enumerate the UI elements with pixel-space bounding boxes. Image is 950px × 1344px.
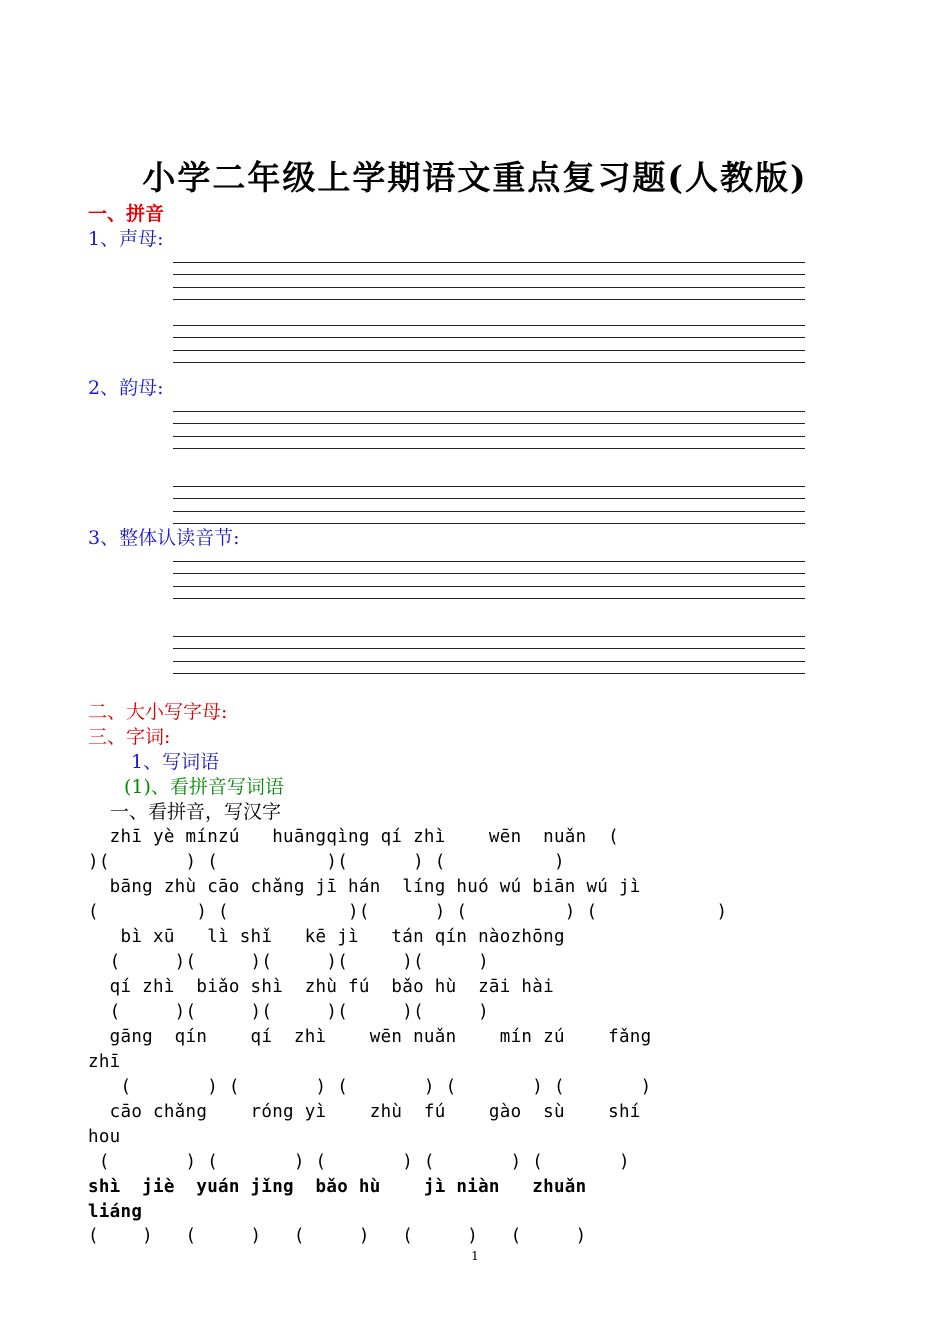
subsection-pinyin-to-words: (1)、看拼音写词语 (124, 776, 284, 798)
answer-blanks-line: ( ) ( ) ( ) ( ) ( ) (88, 1152, 630, 1172)
pinyin-line: zhī yè mínzú huāngqìng qí zhì wēn nuǎn ( (88, 827, 619, 847)
section-pinyin-heading: 一、拼音 (88, 203, 165, 225)
pinyin-line: bì xū lì shǐ kē jì tán qín nàozhōng (88, 927, 565, 947)
subsection-syllables-label: 3、整体认读音节: (88, 527, 240, 549)
bold-pinyin-line-wrap: liáng (88, 1202, 143, 1222)
answer-blanks-line: )( ) ( )( ) ( ) (88, 852, 565, 872)
answer-blanks-line: ( ) ( )( ) ( ) ( ) (88, 902, 728, 922)
pinyin-line: bāng zhù cāo chǎng jī hán líng huó wú biān wú jì (88, 877, 641, 897)
pinyin-line: cāo chǎng róng yì zhù fú gào sù shí (88, 1102, 641, 1122)
section-letters-heading: 二、大小写字母: (88, 701, 228, 723)
subsection-write-words: 1、写词语 (131, 751, 220, 773)
page-number: 1 (471, 1249, 479, 1263)
section-words-heading: 三、字词: (88, 726, 171, 748)
answer-blanks-line: ( ) ( ) ( ) ( ) ( ) (88, 1077, 652, 1097)
exercise-title: 一、看拼音，写汉字 (110, 801, 282, 823)
pinyin-line: gāng qín qí zhì wēn nuǎn mín zú fǎng (88, 1027, 652, 1047)
pinyin-line-wrap: zhī (88, 1052, 121, 1072)
bold-pinyin-line: shì jiè yuán jǐng bǎo hù jì niàn zhuǎn (88, 1177, 587, 1197)
pinyin-line-wrap: hou (88, 1127, 121, 1147)
subsection-finals-label: 2、韵母: (88, 377, 164, 399)
pinyin-line: qí zhì biǎo shì zhù fú bǎo hù zāi hài (88, 977, 554, 997)
answer-blanks-line: ( )( )( )( )( ) (88, 952, 489, 972)
answer-blanks-line: ( )( )( )( )( ) (88, 1002, 489, 1022)
subsection-initials-label: 1、声母: (88, 228, 164, 250)
page-title: 小学二年级上学期语文重点复习题(人教版) (142, 158, 808, 197)
answer-blanks-line: ( ) ( ) ( ) ( ) ( ) (88, 1226, 587, 1246)
